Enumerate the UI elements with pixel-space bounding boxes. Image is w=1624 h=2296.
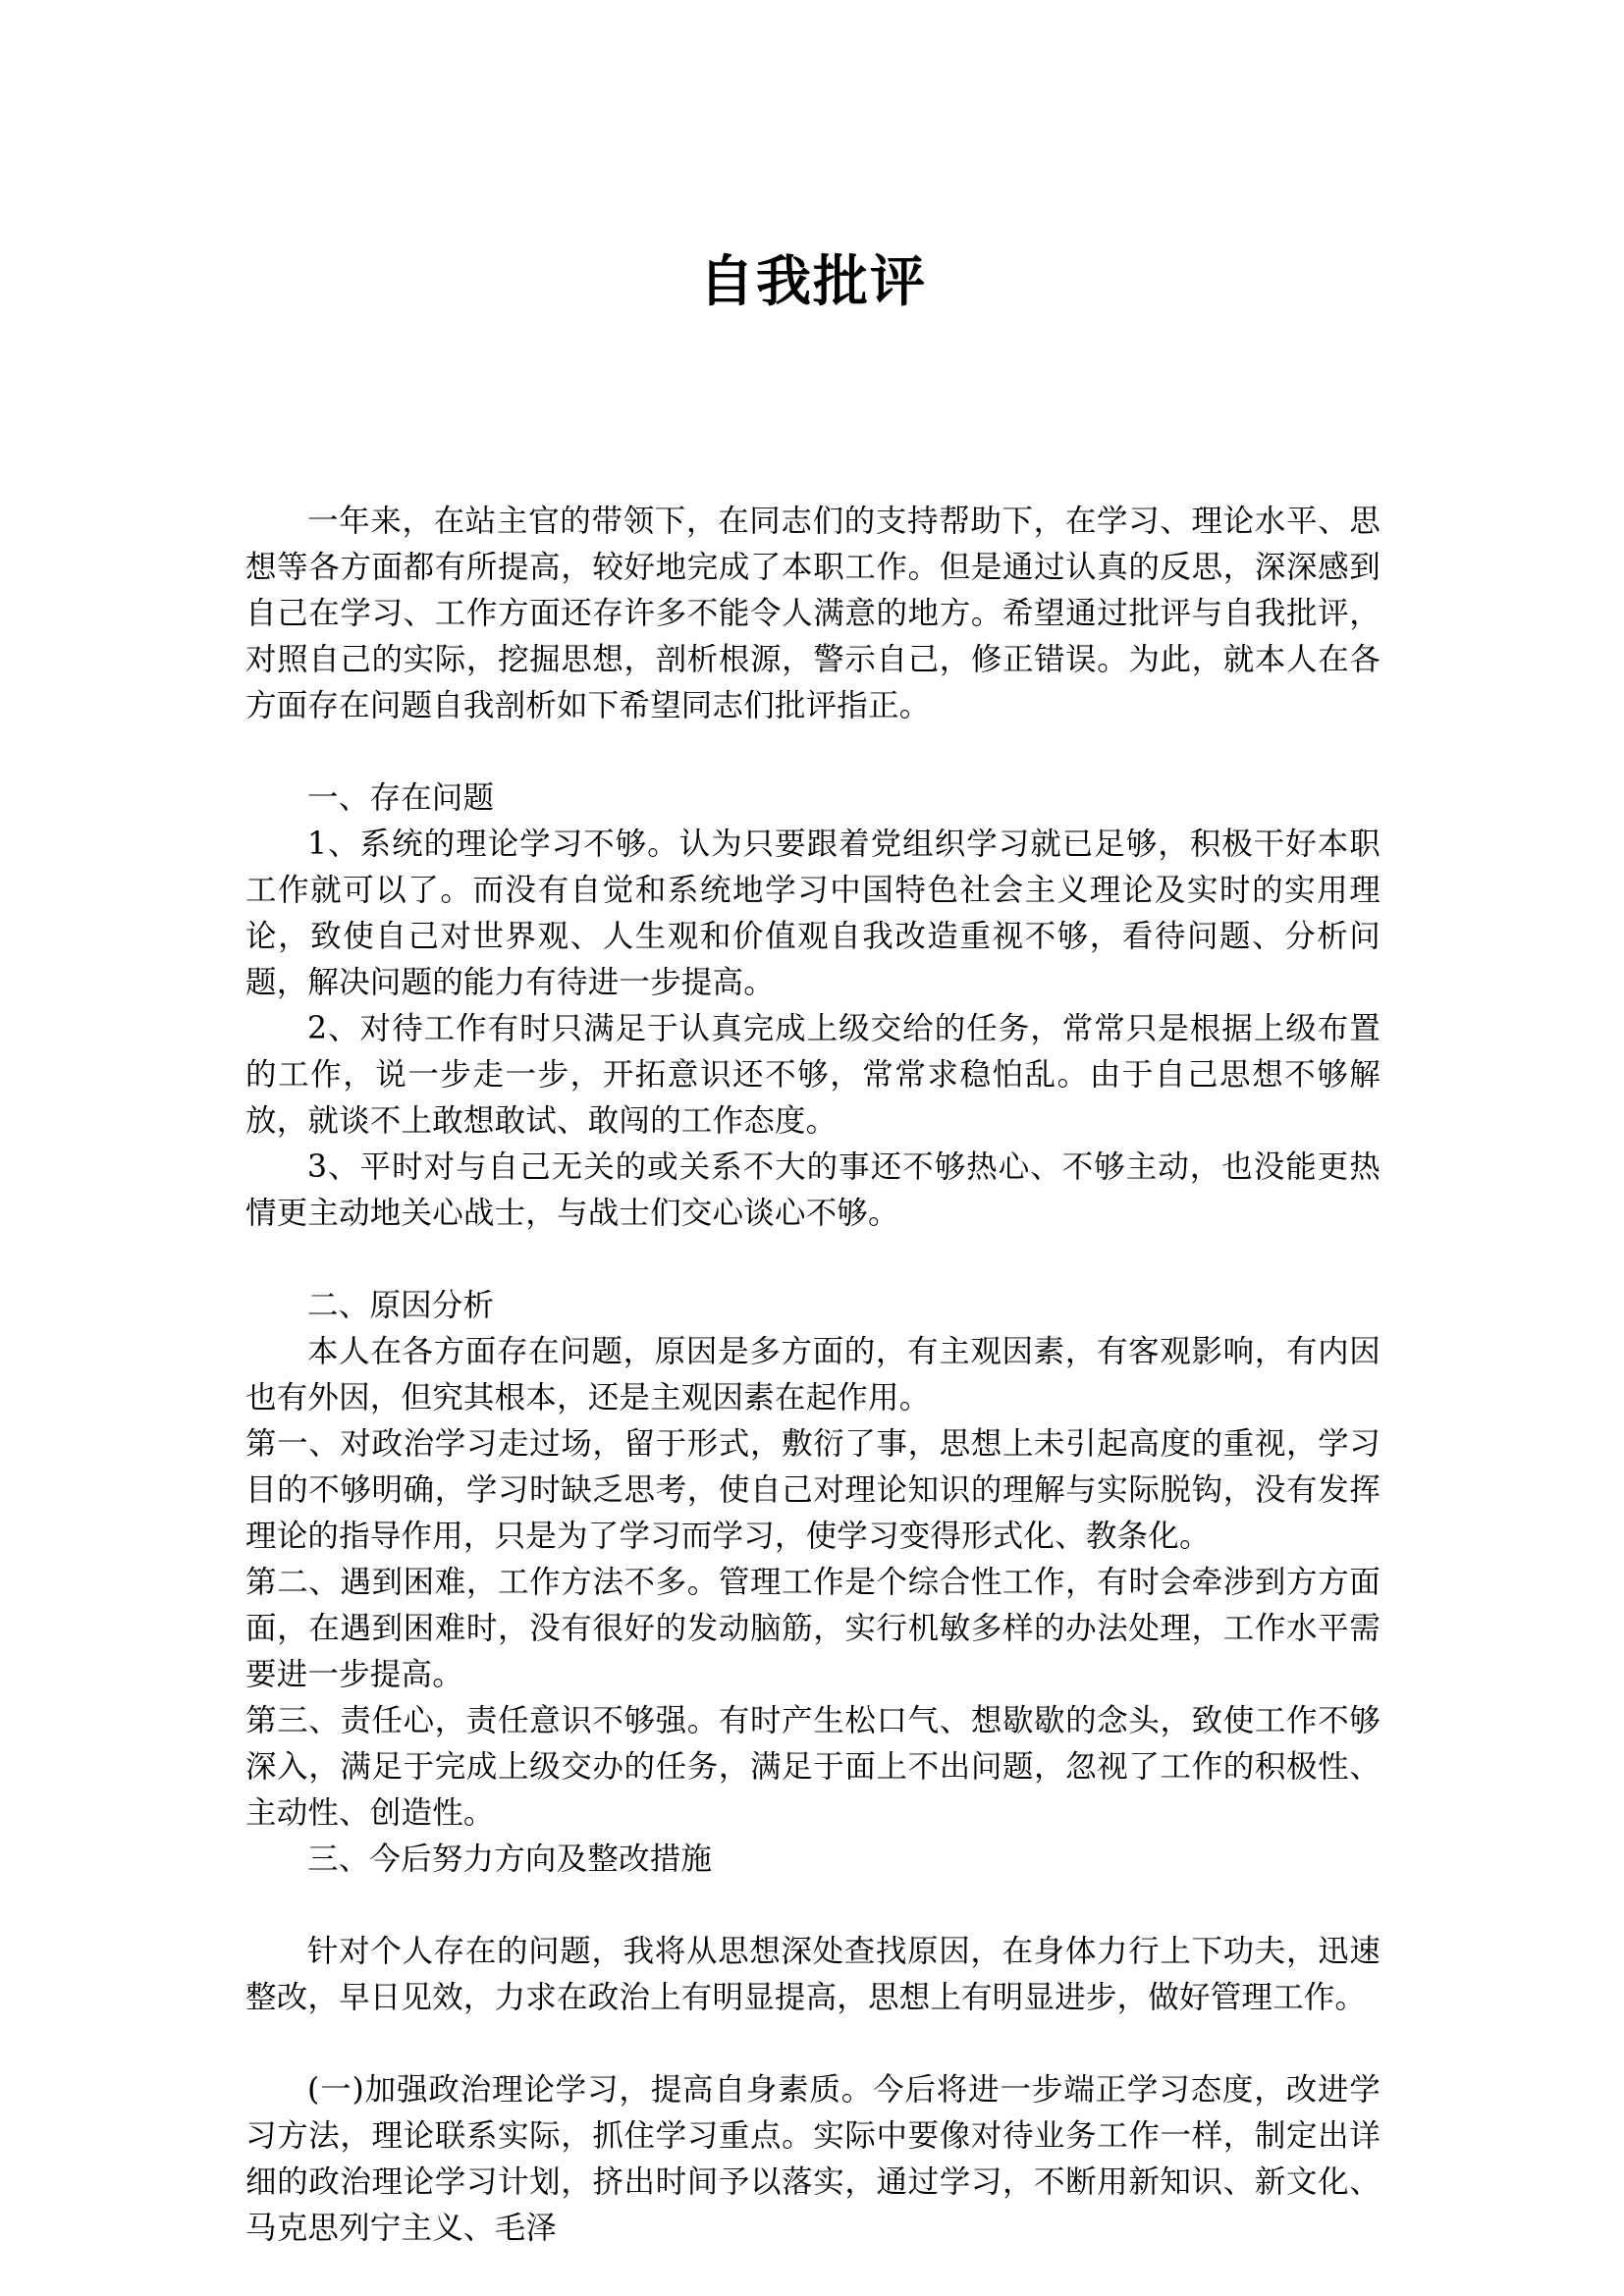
paragraph-problem-1: 1、系统的理论学习不够。认为只要跟着党组织学习就已足够，积极干好本职工作就可以了。而没有自觉和系统地学习中国特色社会主义理论及实时的实用理论，致使自己对世界观、人生观和价值观自我改造重视不够，看待问题、分析问题，解决问题的能力有待进一步提高。 [245,827,1380,1000]
paragraph-spacer [245,1883,1380,1929]
paragraph-measures-intro: 针对个人存在的问题，我将从思想深处查找原因，在身体力行上下功夫，迅速整改，早日见效，力求在政治上有明显提高，思想上有明显进步，做好管理工作。 [245,1934,1380,2015]
section-heading-existing-problems: 一、存在问题 [307,780,495,816]
document-body [245,0,1380,2252]
paragraph-cause-3: 第三、责任心，责任意识不够强。有时产生松口气、想歇歇的念头，致使工作不够深入，满足于完成上级交办的任务，满足于面上不出问题，忽视了工作的积极性、主动性、创造性。 [245,1703,1380,1831]
paragraph-spacer [245,2021,1380,2067]
paragraph-intro: 一年来，在站主官的带领下，在同志们的支持帮助下，在学习、理论水平、思想等各方面都有所提高，较好地完成了本职工作。但是通过认真的反思，深深感到自己在学习、工作方面还存许多不能令人满意的地方。希望通过批评与自我批评，对照自己的实际，挖掘思想，剖析根源，警示自己，修正错误。为此，就本人在各方面存在问题自我剖析如下希望同志们批评指正。 [245,504,1380,723]
section-heading-cause-analysis: 二、原因分析 [307,1288,495,1323]
paragraph-cause-2: 第二、遇到困难，工作方法不多。管理工作是个综合性工作，有时会牵涉到方方面面，在遇到困难时，没有很好的发动脑筋，实行机敏多样的办法处理，工作水平需要进一步提高。 [245,1565,1380,1692]
paragraph-measure-1: (一)加强政治理论学习，提高自身素质。今后将进一步端正学习态度，改进学习方法，理论联系实际，抓住学习重点。实际中要像对待业务工作一样，制定出详细的政治理论学习计划，挤出时间予以落实，通过学习，不断用新知识、新文化、马克思列宁主义、毛泽 [245,2072,1380,2246]
paragraph-cause-1: 第一、对政治学习走过场，留于形式，敷衍了事，思想上未引起高度的重视，学习目的不够明确，学习时缺乏思考，使自己对理论知识的理解与实际脱钩，没有发挥理论的指导作用，只是为了学习而学习，使学习变得形式化、教条化。 [245,1426,1380,1554]
paragraph-problem-3: 3、平时对与自己无关的或关系不大的事还不够热心、不够主动，也没能更热情更主动地关心战士，与战士们交心谈心不够。 [245,1149,1380,1231]
paragraph-spacer [245,729,1380,775]
title-spacer [245,316,1380,499]
paragraph-cause-intro: 本人在各方面存在问题，原因是多方面的，有主观因素，有客观影响，有内因也有外因，但究其根本，还是主观因素在起作用。 [245,1334,1380,1415]
page-title: 自我批评 [699,249,927,314]
section-heading-future-measures: 三、今后努力方向及整改措施 [307,1842,713,1877]
paragraph-problem-2: 2、对待工作有时只满足于认真完成上级交给的任务，常常只是根据上级布置的工作，说一步走一步，开拓意识还不够，常常求稳怕乱。由于自己思想不够解放，就谈不上敢想敢试、敢闯的工作态度。 [245,1011,1380,1139]
paragraph-spacer [245,1237,1380,1283]
